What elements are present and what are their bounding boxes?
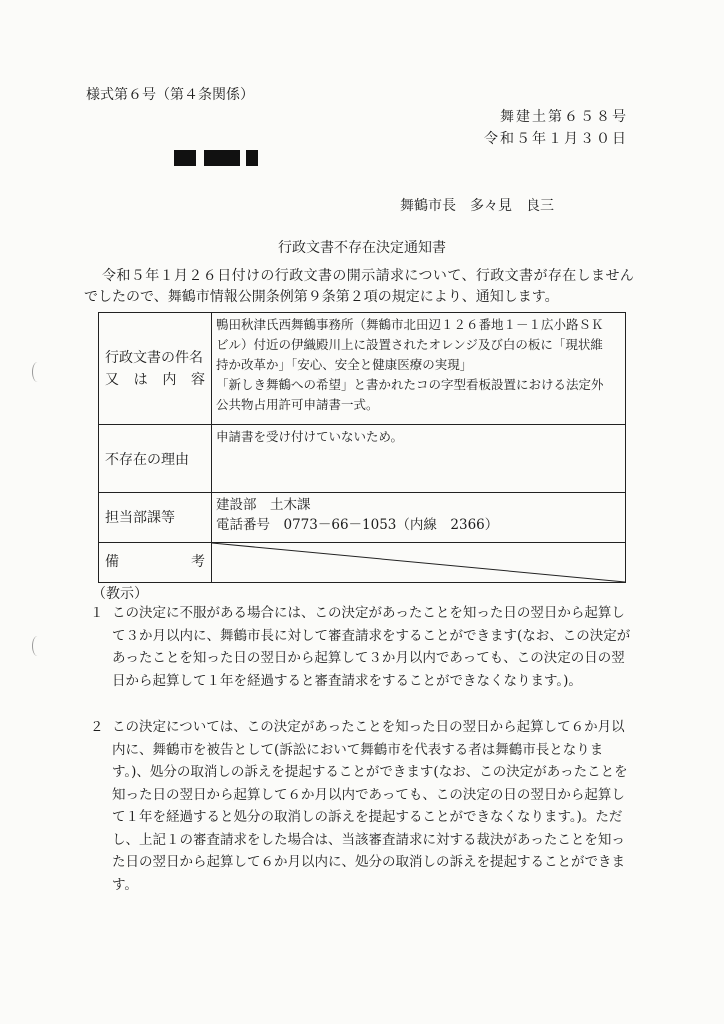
phone-number: 電話番号 0773－66－1053（内線 2366） [216,517,499,533]
note-number: １ [90,605,104,621]
reason-text: 申請書を受け付けていないため。 [216,429,404,444]
subject-line: 持か改革か」「安心、安全と健康医療の実現」 [216,357,473,372]
issuer-name: 舞鶴市長 多々見 良三 [400,198,554,214]
subject-line: 公共物占用許可申請書一式。 [216,397,379,412]
note-item [90,716,638,896]
note-text: この決定に不服がある場合には、この決定があったことを知った日の翌日から起算して３か月以内に、舞鶴市長に対して審査請求をすることができます(なお、この決定があったことを知った日の翌日から起算して３か月以内であっても、この決定の日の翌日から起算して１年を経過すると審査請求をすることができなくなります。)。 [112,605,631,689]
table-row [99,543,626,583]
redaction-block [246,150,258,166]
label-text: 行政文書の件名 [105,350,203,366]
form-label: 様式第６号（第４条関係） [86,87,254,103]
label-text: 不存在の理由 [105,452,189,468]
label-char: は [133,372,148,388]
label-text-justified [99,543,211,573]
table-row [99,425,626,493]
remarks-cell [212,543,626,583]
subject-line: 「新しき舞鶴への希望」と書かれたコの字型看板設置における法定外 [216,377,604,392]
redaction-block [204,150,240,166]
label-char: 考 [191,554,205,570]
intro-paragraph [84,266,644,308]
label-cell [99,313,212,425]
label-char: 又 [105,372,119,388]
label-char: 内 [162,372,177,388]
subject-line: ビル）付近の伊織殿川上に設置されたオレンジ及び白の板に「現状維 [216,337,603,352]
document-number: 舞建土第６５８号 [500,109,628,125]
notes-heading: （教示） [92,586,148,602]
table-row [99,493,626,543]
binder-hole-mark [32,362,43,382]
label-text-justified [105,369,205,391]
table-row [99,313,626,425]
note-number: ２ [90,719,104,735]
label-cell [99,425,212,493]
redaction-block [174,150,196,166]
intro-line: でしたので、舞鶴市情報公開条例第９条第２項の規定により、通知します。 [84,289,559,305]
reason-cell [212,425,626,493]
intro-line: 令和５年１月２６日付けの行政文書の開示請求について、行政文書が存在しません [102,268,635,284]
diagonal-strike-line [212,543,625,582]
department-cell [212,493,626,543]
subject-line: 鴨田秋津氏西舞鶴事務所（舞鶴市北田辺１２６番地１－１広小路ＳＫ [216,317,604,332]
label-text: 担当部課等 [105,510,175,526]
document-title: 行政文書不存在決定通知書 [278,240,446,256]
label-char: 備 [105,554,119,570]
note-item [90,602,638,692]
document-date: 令和５年１月３０日 [484,131,628,147]
binder-hole-mark [32,636,43,656]
notice-table [98,312,626,583]
department-name: 建設部 土木課 [216,497,311,513]
label-cell [99,493,212,543]
label-cell [99,543,212,583]
subject-cell [212,313,626,425]
note-text: この決定については、この決定があったことを知った日の翌日から起算して６か月以内に、舞鶴市を被告として(訴訟において舞鶴市を代表する者は舞鶴市長となります。)、処分の取消しの訴えを提起することができます(なお、この決定があったことを知った日の翌日から起算して６か月以内であっても、この決定の日の翌日から起算して１年を経過すると処分の取消しの訴えを提起することができなくなります。)。ただし、上記１の審査請求をした場合は、当該審査請求に対する裁決があったことを知った日の翌日から起算して６か月以内に、処分の取消しの訴えを提起することができます。 [112,719,628,893]
label-char: 容 [190,372,205,388]
